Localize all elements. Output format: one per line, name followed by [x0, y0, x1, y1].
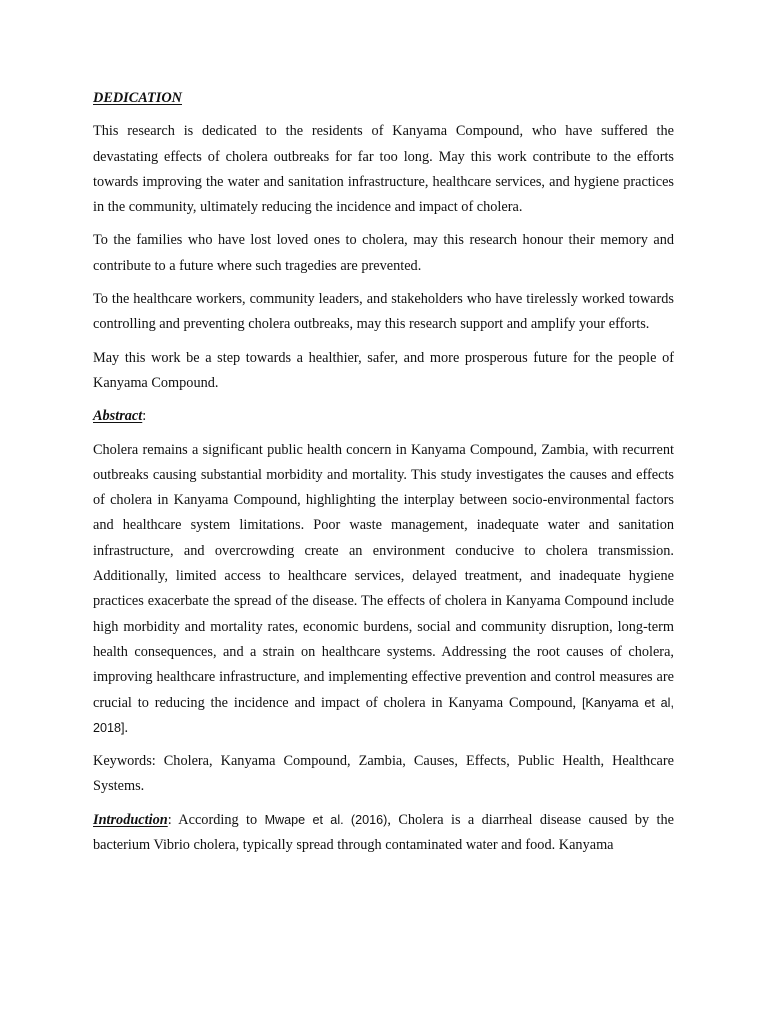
introduction-citation: Mwape et al. (2016) [264, 812, 388, 827]
dedication-paragraph-4: May this work be a step towards a healthier, safer, and more prosperous future for the people of Kanyama Compound. [93, 349, 674, 391]
document-page [93, 86, 674, 866]
abstract-paragraph [93, 438, 674, 742]
introduction-body: , Cholera is a diarrheal disease caused by the bacterium Vibrio cholera, typically spread through contaminated water and food. Kanyama [93, 811, 674, 854]
abstract-citation: [Kanyama et al, 2018] [93, 695, 674, 735]
abstract-end: . [124, 719, 129, 736]
dedication-paragraph-3: To the healthcare workers, community leaders, and stakeholders who have tirelessly worked towards controlling and preventing cholera outbreaks, may this research support and amplify your efforts. [93, 291, 674, 333]
dedication-section [93, 86, 674, 111]
introduction-paragraph [93, 808, 674, 859]
dedication-paragraph-1: This research is dedicated to the residents of Kanyama Compound, who have suffered the devastating effects of cholera outbreaks for far too long. May this work contribute to the efforts towards improving the water and sanitation infrastructure, healthcare services, and hygiene practices in the community, ultimately reducing the incidence and impact of cholera. [93, 123, 674, 216]
introduction-lead: : According to [167, 811, 258, 828]
introduction-heading: Introduction [93, 811, 168, 828]
keywords-paragraph: Keywords: Cholera, Kanyama Compound, Zambia, Causes, Effects, Public Health, Healthcare Systems. [93, 753, 674, 795]
abstract-body: Cholera remains a significant public health concern in Kanyama Compound, Zambia, with recurrent outbreaks causing substantial morbidity and mortality. This study investigates the causes and effects of cholera in Kanyama Compound, highlighting the interplay between socio-environmental factors and healthcare system limitations. Poor waste management, inadequate water and sanitation infrastructure, and overcrowding create an environment conducive to cholera transmission. Additionally, limited access to healthcare services, delayed treatment, and inadequate hygiene practices exacerbate the spread of the disease. The effects of cholera in Kanyama Compound include high morbidity and mortality rates, economic burdens, social and community disruption, long-term health consequences, and a strain on healthcare systems. Addressing the root causes of cholera, improving healthcare infrastructure, and implementing effective prevention and control measures are crucial to reducing the incidence and impact of cholera in Kanyama Compound, [93, 441, 674, 711]
abstract-section [93, 404, 674, 429]
dedication-heading: DEDICATION [93, 90, 182, 106]
abstract-heading-colon: : [142, 408, 147, 425]
abstract-heading: Abstract [93, 408, 143, 425]
dedication-paragraph-2: To the families who have lost loved ones to cholera, may this research honour their memory and contribute to a future where such tragedies are prevented. [93, 232, 674, 274]
